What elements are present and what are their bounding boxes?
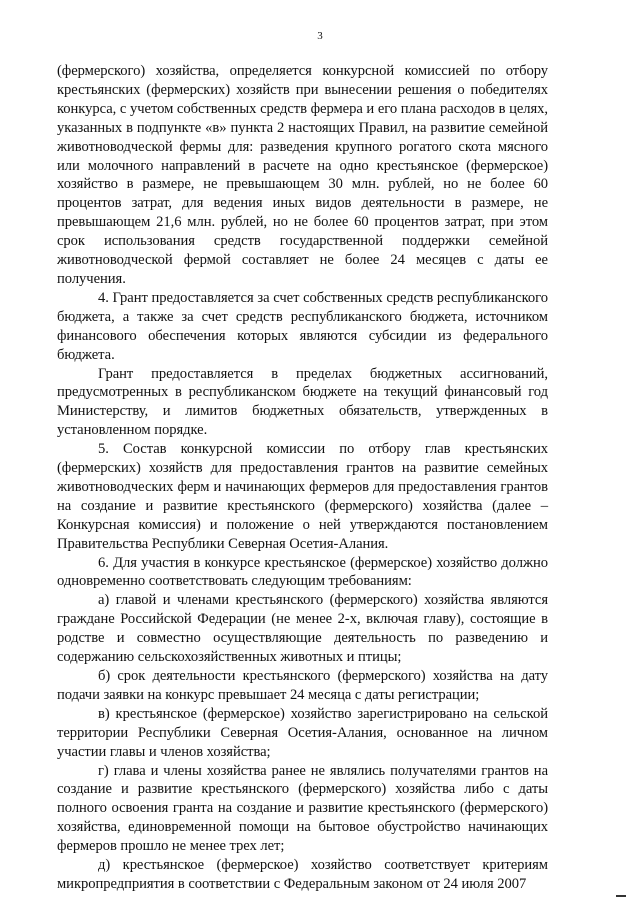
requirement-a: а) главой и членами крестьянского (фермерского) хозяйства являются граждане Российской Федерации (не менее 2-х, включая главу), состоящие в родстве и совместно осуществляющие деятельность по разведению и содержанию сельскохозяйственных животных и птицы; xyxy=(57,592,548,666)
requirement-b: б) срок деятельности крестьянского (фермерского) хозяйства на дату подачи заявки на конкурс превышает 24 месяца с даты регистрации; xyxy=(57,668,548,703)
paragraph-grant-budget-limits: Грант предоставляется в пределах бюджетных ассигнований, предусмотренных в республиканском бюджете на текущий финансовый год Министерству, и лимитов бюджетных обязательств, утвержденных в установленном порядке. xyxy=(57,365,548,439)
paragraph-6-requirements: 6. Для участия в конкурсе крестьянское (фермерское) хозяйство должно одновременно соответствовать следующим требованиям: xyxy=(57,554,548,590)
paragraph-grant-amount-continued: (фермерского) хозяйства, определяется конкурсной комиссией по отбору крестьянских (фермерских) хозяйств при вынесении решения о победителях конкурса, с учетом собственных средств фермера и его плана расходов в целях, указанных в подпункте «в» пункта 2 настоящих Правил, на развитие семейной животноводческой фермы для: разведения крупного рогатого скота мясного или молочного направлений в расчете на одно крестьянское (фермерское) хозяйство в размере, не превышающем 30 млн. рублей, но не более 60 процентов затрат, для ведения иных видов деятельности в размере, не превышающем 21,6 млн. рублей, но не более 60 процентов затрат, при этом срок использования средств государственной поддержки семейной животноводческой фермой составляет не более 24 месяцев с даты ее получения. xyxy=(57,63,548,287)
paragraph-4-grant-funding: 4. Грант предоставляется за счет собственных средств республиканского бюджета, а также за счет средств республиканского бюджета, источником финансового обеспечения которых являются субсидии из федерального бюджета. xyxy=(57,289,548,363)
requirement-c: в) крестьянское (фермерское) хозяйство зарегистрировано на сельской территории Республики Северная Осетия-Алания, основанное на личном участии главы и членов хозяйства; xyxy=(57,705,548,760)
requirement-e: д) крестьянское (фермерское) хозяйство соответствует критериям микропредприятия в соответствии с Федеральным законом от 24 июля 2007 xyxy=(57,857,548,892)
document-body xyxy=(57,62,548,894)
requirement-d: г) глава и члены хозяйства ранее не являлись получателями грантов на создание и развитие крестьянского (фермерского) хозяйства либо с даты полного освоения гранта на создание и развитие крестьянского (фермерского) хозяйства, единовременной помощи на бытовое обустройство начинающих фермеров прошло не менее трех лет; xyxy=(57,762,548,855)
paragraph-5-commission: 5. Состав конкурсной комиссии по отбору глав крестьянских (фермерских) хозяйств для предоставления грантов на развитие семейных животноводческих ферм и начинающих фермеров для предоставления грантов на создание и развитие крестьянского (фермерского) хозяйства (далее – Конкурсная комиссия) и положение о ней утверждаются постановлением Правительства Республики Северная Осетия-Алания. xyxy=(57,441,548,552)
scan-corner-mark xyxy=(616,895,626,897)
page-number: 3 xyxy=(317,30,323,42)
